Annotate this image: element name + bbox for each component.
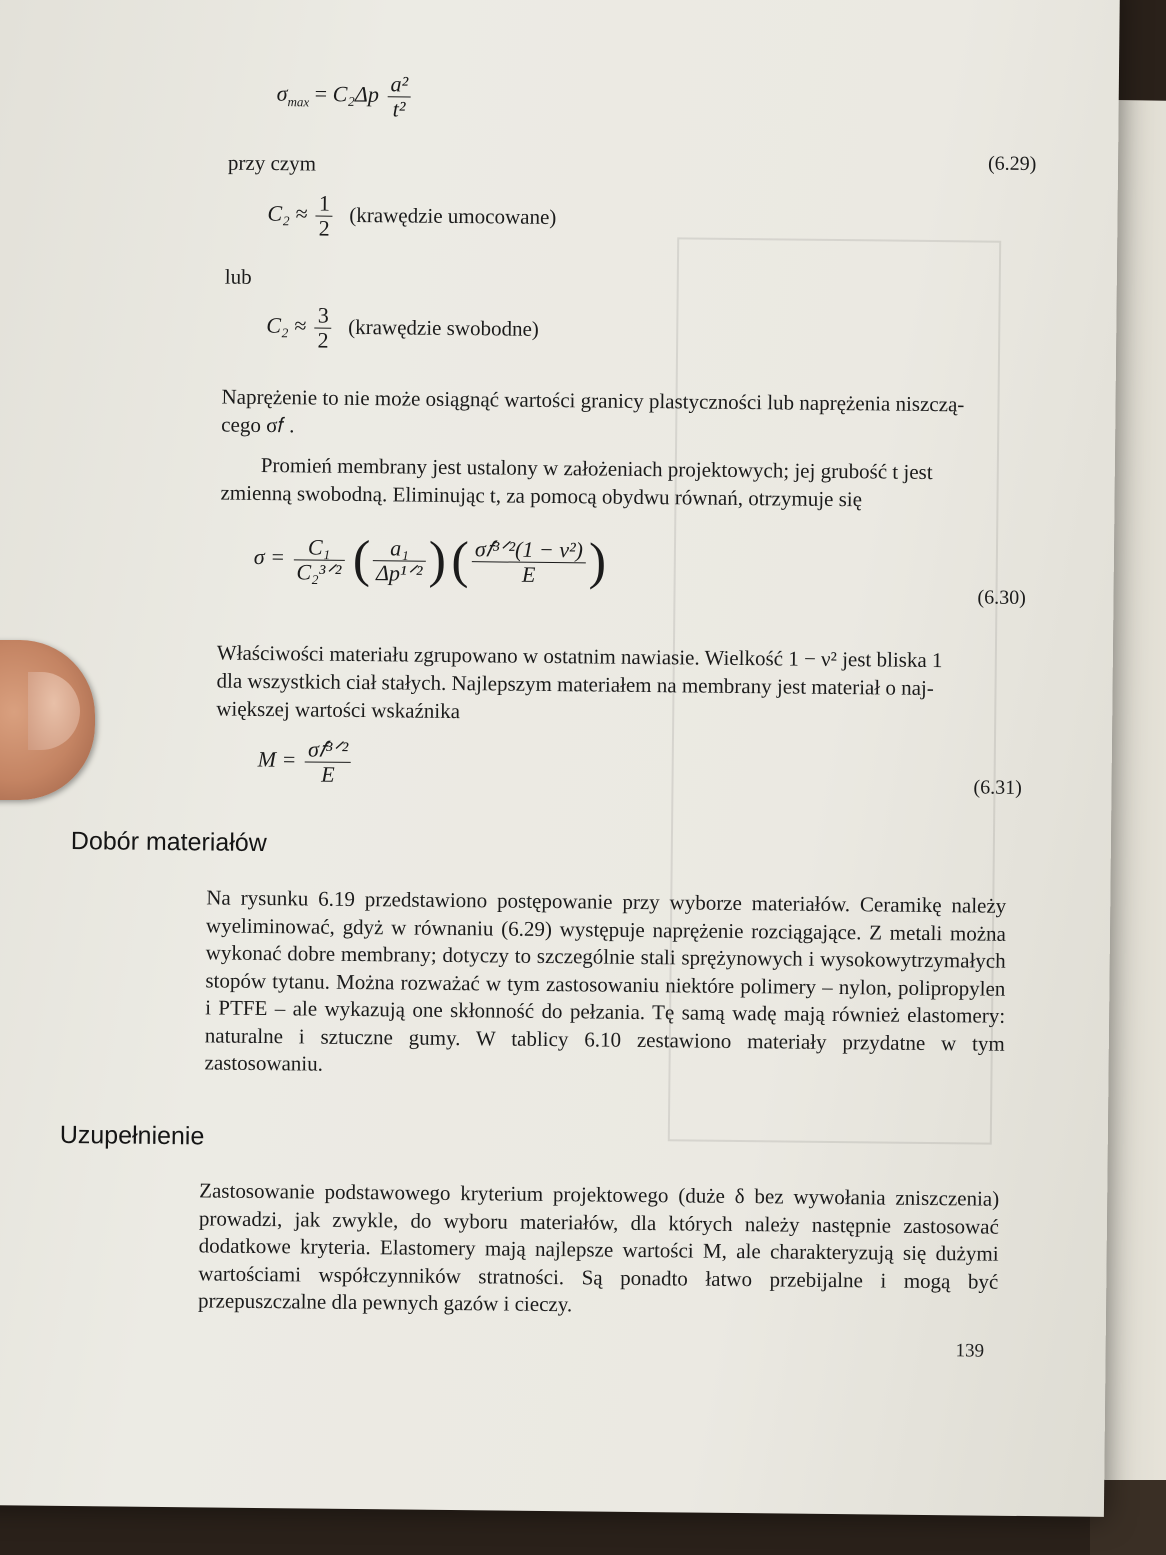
section-heading: Uzupełnienie	[59, 1120, 205, 1151]
equation-6-31: M = $\frac{\text{σ𝑓³ᐟ²}}{E}$	[257, 737, 354, 787]
label-lub: lub	[224, 264, 252, 289]
paragraph-line: Promień membrany jest ustalony w założeniach projektowych; jej grubość t jest	[260, 452, 933, 485]
equation-c2-free: C₂ ≈ $\frac{3}{2}$ (krawędzie swobodne)	[266, 302, 539, 353]
section-heading: Dobór materiałów	[70, 827, 267, 858]
equation-6-30: σ = $\frac{\text{C₁}}{\text{C₂³ᐟ²}}$ ( $\frac{\text{a₁}}{\text{Δp¹ᐟ²}}$ ) ( $\frac{\text{σ𝑓³ᐟ²(1 − ν²)}}{E}$ )	[253, 530, 607, 591]
paragraph-line: dla wszystkich ciał stałych. Najlepszym materiałem na membrany jest materiał o naj-	[216, 668, 934, 701]
equation-number-6-31: (6.31)	[973, 776, 1022, 799]
paragraph-line: cego σ𝑓 .	[221, 412, 295, 438]
paragraph-line: Naprężenie to nie może osiągnąć wartości granicy plastyczności lub naprężenia niszczą-	[221, 384, 965, 417]
section-text: Na rysunku 6.19 przedstawiono postępowanie przy wyborze materiałów. Ceramikę należy wyeliminować, gdyż w równaniu (6.29) występuje naprężenie rozciągające. Z metali można wykonać dobre membrany; dotyczy to szczególnie stali sprężynowych i wysokowytrzymałych stopów tytanu. Można rozważać w tym zastosowaniu niektóre polimery – nylon, polipropylen i PTFE – ale wykazują one skłonność do pełzania. Tę samą wadę mają również elastomery: naturalne i sztuczne gumy. W tablicy 6.10 zestawiono materiały przydatne w tym zastosowaniu.	[204, 885, 1007, 1076]
paragraph-line: większej wartości wskaźnika	[216, 696, 461, 724]
equation-number-6-29: (6.29)	[987, 152, 1037, 176]
label-przy-czym: przy czym	[227, 150, 317, 176]
paragraph-line: Właściwości materiału zgrupowano w ostatnim nawiasie. Wielkość 1 − ν² jest bliska 1	[216, 640, 943, 673]
equation-c2-fixed: C₂ ≈ $\frac{1}{2}$ (krawędzie umocowane)	[267, 190, 557, 241]
paragraph-line: zmienną swobodną. Eliminując t, za pomocą obydwu równań, otrzymuje się	[220, 480, 863, 512]
equation-number-6-30: (6.30)	[977, 586, 1026, 609]
page-number: 139	[955, 1340, 985, 1362]
section-text: Zastosowanie podstawowego kryterium projektowego (duże δ bez wywołania zniszczenia) prowadzi, jak zwykle, do wyboru materiałów, dla których należy następnie zastosować dodatkowe kryteria. Elastomery mają najlepsze wartości M, ale charakteryzują się dużymi wartościami współczynników stratności. Są ponadto łatwo przebijalne i mogą być przepuszczalne dla pewnych gazów i cieczy.	[197, 1178, 1000, 1317]
equation-sigma-max: $\sigma_{max} = C_2\Delta p$ $\frac{\text{a²}}{\text{t²}}$	[276, 71, 414, 121]
